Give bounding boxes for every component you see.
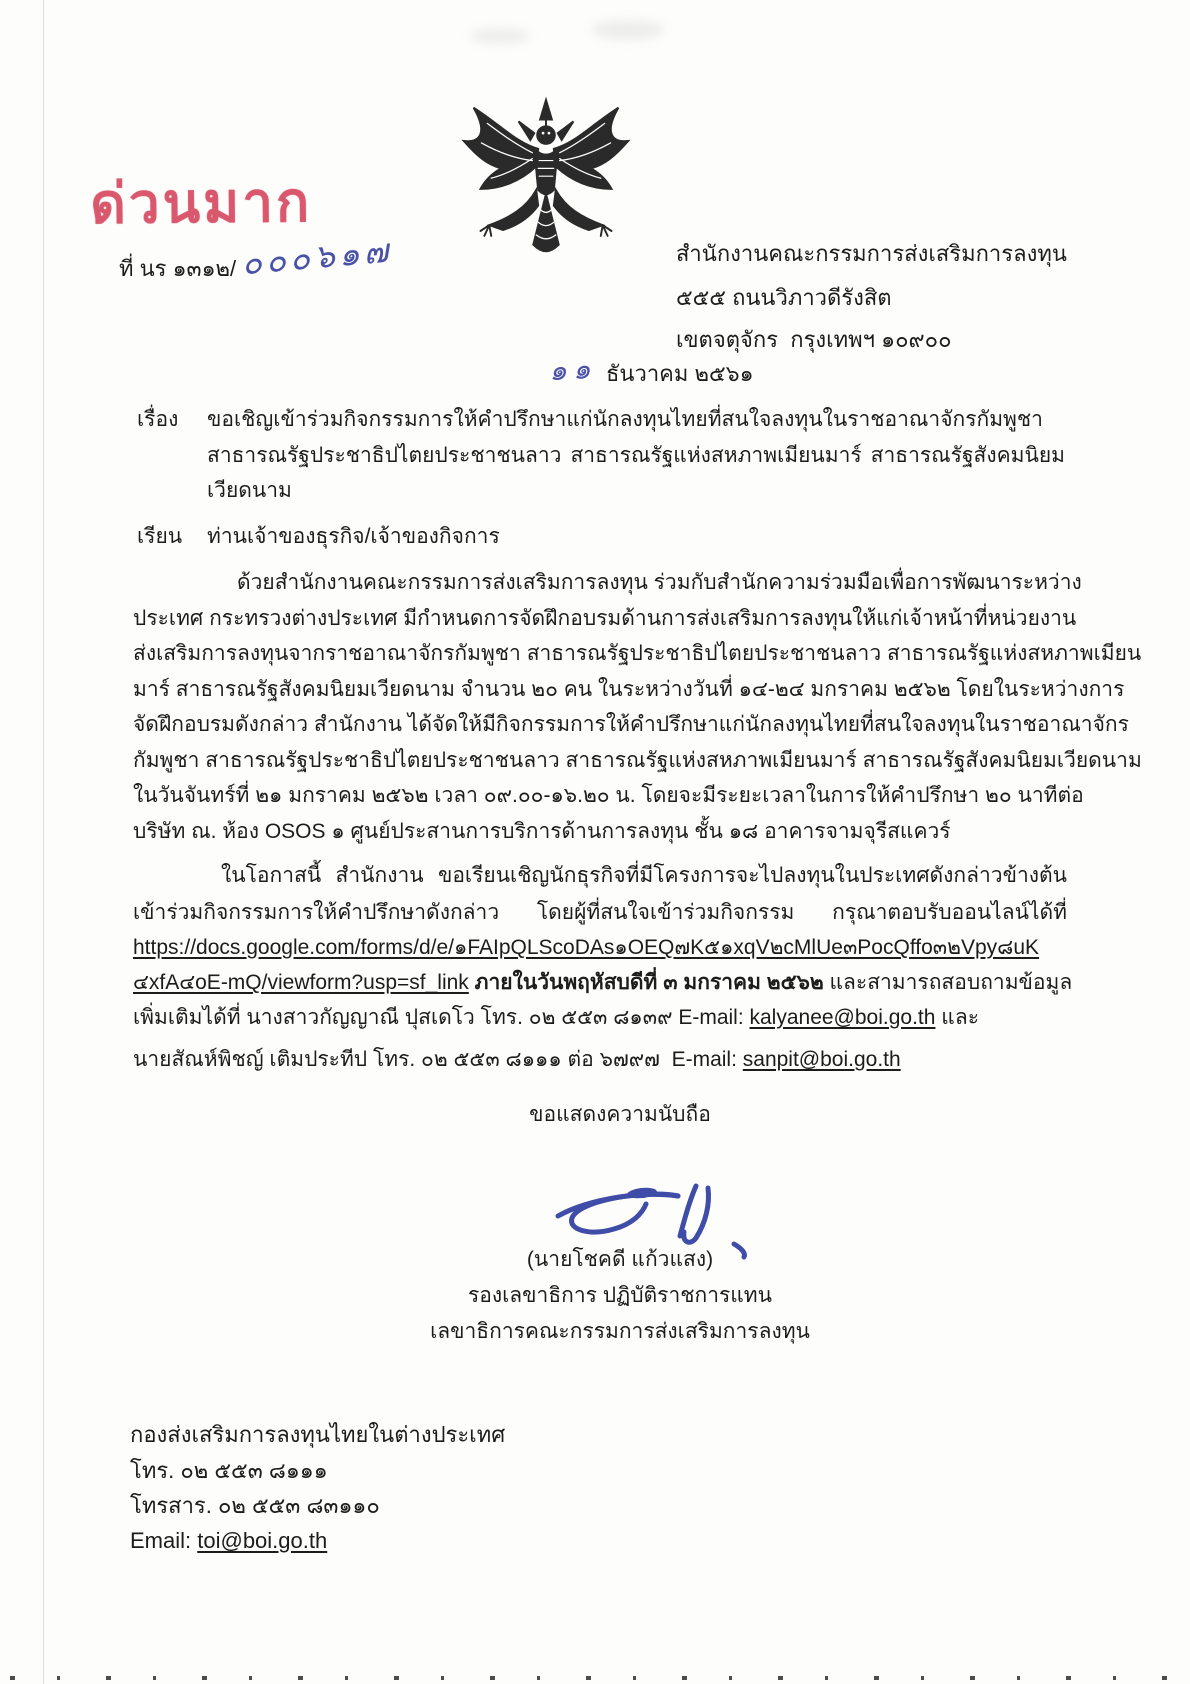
scanner-edge-line	[43, 0, 44, 1684]
contact1-text: เพิ่มเติมได้ที่ นางสาวกัญญาณี ปุสเดโว โทร. ๐๒ ๕๕๓ ๘๑๓๙ E-mail:	[133, 1006, 750, 1029]
form-url-link-line2[interactable]: ๔xfA๔oE-mQ/viewform?usp=sf_link	[133, 971, 469, 994]
body-line	[133, 1047, 901, 1073]
date-handwritten-day: ๑๑	[548, 352, 598, 387]
sender-address-line3: เขตจตุจักร กรุงเทพฯ ๑๐๙๐๐	[676, 327, 952, 352]
subject-line: ขอเชิญเข้าร่วมกิจกรรมการให้คำปรึกษาแก่นักลงทุนไทยที่สนใจลงทุนในราชอาณาจักรกัมพูชา	[207, 408, 1043, 431]
body-line: บริษัท ณ. ห้อง OSOS ๑ ศูนย์ประสานการบริการด้านการลงทุน ชั้น ๑๘ อาคารจามจุรีสแควร์	[133, 820, 951, 843]
scan-smudge	[470, 28, 530, 44]
body-line	[133, 970, 1072, 996]
email-link-sanpit[interactable]: sanpit@boi.go.th	[742, 1048, 901, 1071]
body-text: และ	[935, 1006, 979, 1029]
urgency-stamp: ด่วนมาก	[89, 170, 313, 235]
form-url-link-line1[interactable]: https://docs.google.com/forms/d/e/๑FAIpQLScoDAs๑OEQ๗K๕๑xqV๒cMlUe๓PocQffo๓๒Vpy๘uK	[133, 936, 1040, 959]
salutation-label: เรียน	[137, 525, 183, 548]
ref-number-handwritten: ๐๐๐๖๑๗	[240, 231, 394, 282]
scan-smudge	[592, 20, 664, 40]
signer-title: รองเลขาธิการ ปฏิบัติราชการแทน	[467, 1284, 773, 1307]
email-link-kalyanee[interactable]: kalyanee@boi.go.th	[749, 1006, 936, 1029]
deadline-text: ภายในวันพฤหัสบดีที่ ๓ มกราคม ๒๕๖๒	[468, 971, 824, 994]
body-line: ในโอกาสนี้ สำนักงาน ขอเรียนเชิญนักธุรกิจที่มีโครงการจะไปลงทุนในประเทศดังกล่าวข้างต้น	[221, 864, 1067, 887]
body-text: และสามารถสอบถามข้อมูล	[823, 971, 1073, 994]
ref-number	[119, 231, 394, 285]
body-line: มาร์ สาธารณรัฐสังคมนิยมเวียดนาม จำนวน ๒๐ คน ในระหว่างวันที่ ๑๔-๒๔ มกราคม ๒๕๖๒ โดยในระหว่างการ	[133, 678, 1125, 701]
footer-department: กองส่งเสริมการลงทุนไทยในต่างประเทศ	[130, 1422, 506, 1447]
sender-address-line1: สำนักงานคณะกรรมการส่งเสริมการลงทุน	[676, 241, 1067, 266]
body-line: จัดฝึกอบรมดังกล่าว สำนักงาน ได้จัดให้มีกิจกรรมการให้คำปรึกษาแก่นักลงทุนไทยที่สนใจลงทุนในราชอาณาจักร	[133, 713, 1129, 736]
contact2-text: นายสัณห์พิชญ์ เติมประทีป โทร. ๐๒ ๕๕๓ ๘๑๑๑ ต่อ ๖๗๙๗ E-mail:	[133, 1048, 743, 1071]
subject-line: สาธารณรัฐประชาธิปไตยประชาชนลาว สาธารณรัฐแห่งสหภาพเมียนมาร์ สาธารณรัฐสังคมนิยม	[207, 444, 1065, 467]
footer-email-label: Email:	[130, 1528, 198, 1553]
body-line	[133, 1005, 979, 1031]
body-line: ด้วยสำนักงานคณะกรรมการส่งเสริมการลงทุน ร่วมกับสำนักความร่วมมือเพื่อการพัฒนาระหว่าง	[237, 571, 1082, 594]
footer-fax: โทรสาร. ๐๒ ๕๕๓ ๘๓๑๑๐	[130, 1493, 380, 1518]
body-line: เข้าร่วมกิจกรรมการให้คำปรึกษาดังกล่าว โดยผู้ที่สนใจเข้าร่วมกิจกรรม กรุณาตอบรับออนไลน์ได้ที่	[133, 901, 1067, 924]
signer-title: เลขาธิการคณะกรรมการส่งเสริมการลงทุน	[430, 1320, 810, 1343]
body-line: ประเทศ กระทรวงต่างประเทศ มีกำหนดการจัดฝึกอบรมด้านการส่งเสริมการลงทุนให้แก่เจ้าหน้าที่หน่วยงาน	[133, 607, 1077, 630]
body-line: ส่งเสริมการลงทุนจากราชอาณาจักรกัมพูชา สาธารณรัฐประชาธิปไตยประชาชนลาว สาธารณรัฐแห่งสหภาพเมียน	[133, 642, 1142, 665]
subject-line: เวียดนาม	[207, 479, 292, 502]
footer-email-link[interactable]: toi@boi.go.th	[197, 1528, 328, 1553]
salutation-text: ท่านเจ้าของธุรกิจ/เจ้าของกิจการ	[207, 525, 500, 548]
garuda-emblem-image	[448, 96, 644, 276]
body-line: กัมพูชา สาธารณรัฐประชาธิปไตยประชาชนลาว สาธารณรัฐแห่งสหภาพเมียนมาร์ สาธารณรัฐสังคมนิยมเวียดนาม	[133, 749, 1142, 772]
subject-label: เรื่อง	[137, 408, 179, 431]
sender-address-line2: ๕๕๕ ถนนวิภาวดีรังสิต	[676, 285, 892, 310]
ref-number-prefix: ที่ นร ๑๓๑๒/	[119, 256, 237, 281]
closing-phrase: ขอแสดงความนับถือ	[529, 1103, 711, 1126]
footer-email-line	[130, 1527, 327, 1555]
date-line: ธันวาคม ๒๕๖๑	[606, 361, 754, 386]
footer-tel: โทร. ๐๒ ๕๕๓ ๘๑๑๑	[130, 1458, 328, 1483]
body-line: ในวันจันทร์ที่ ๒๑ มกราคม ๒๕๖๒ เวลา ๐๙.๐๐-๑๖.๒๐ น. โดยจะมีระยะเวลาในการให้คำปรึกษา ๒๐ นาทีต่อ	[133, 784, 1084, 807]
signer-name: (นายโชคดี แก้วแสง)	[526, 1248, 714, 1271]
scan-cutoff-text-artifact	[10, 1676, 1190, 1680]
